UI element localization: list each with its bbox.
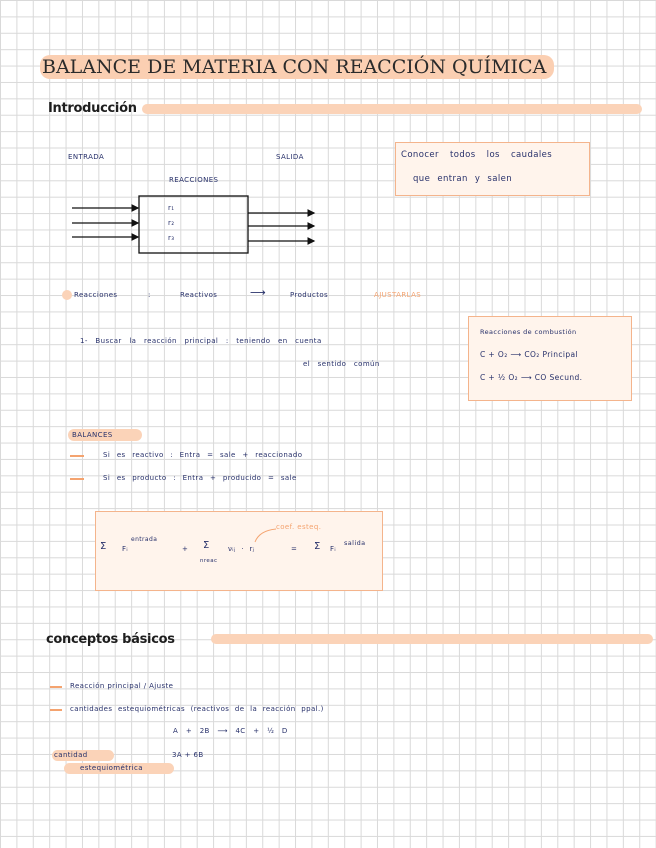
- conceptos-equation: A + 2B ⟶ 4C + ½ D: [173, 727, 288, 735]
- coef-arrow: [252, 526, 278, 546]
- salida-label: SALIDA: [276, 153, 304, 161]
- step1-line1: 1- Buscar la reacción principal : teniendo en cuenta: [80, 337, 322, 345]
- r3-label: r₃: [168, 234, 175, 242]
- caudales-note-line1: Conocer todos los caudales: [401, 150, 553, 160]
- formula-sup1: entrada: [131, 536, 158, 543]
- formula-f3: Fᵢ: [330, 545, 337, 553]
- reacciones-label: REACCIONES: [169, 176, 219, 184]
- formula-sub2: nreac: [200, 558, 218, 564]
- conceptos-item2: cantidades estequiométricas (reactivos de la reacción ppal.): [70, 705, 324, 713]
- formula-f1: Fᵢ: [122, 545, 129, 553]
- balances-label: BALANCES: [72, 431, 113, 439]
- r1-label: r₁: [168, 204, 175, 212]
- conceptos-dash-2: [50, 709, 62, 711]
- reactions-arrow: ⟶: [250, 286, 267, 299]
- reactions-ajustarlas: AJUSTARLAS: [374, 291, 422, 299]
- formula-plus: +: [182, 545, 189, 553]
- step1-line2: el sentido común: [303, 360, 380, 368]
- formula-sum2: Σ: [203, 540, 210, 551]
- entrada-label: ENTRADA: [68, 153, 105, 161]
- reactions-bullet: [62, 290, 72, 300]
- balances-line1: Si es reactivo : Entra = sale + reaccionado: [103, 451, 303, 459]
- reactions-left: Reacciones: [74, 291, 118, 299]
- page-title: BALANCE DE MATERIA CON REACCIÓN QUÍMICA: [40, 55, 554, 79]
- cantidad-label1: cantidad: [54, 751, 88, 759]
- cantidad-label2: estequiométrica: [80, 764, 143, 772]
- process-diagram: [68, 190, 328, 260]
- combustion-header: Reacciones de combustión: [480, 328, 577, 336]
- reactor-box: [139, 196, 248, 253]
- balances-dash-2: [70, 478, 84, 480]
- cantidad-value: 3A + 6B: [172, 751, 204, 759]
- conceptos-heading-bar: [211, 634, 653, 644]
- intro-heading: Introducción: [48, 101, 137, 116]
- combustion-row1: C + O₂ ⟶ CO₂ Principal: [480, 350, 579, 359]
- conceptos-dash-1: [50, 686, 62, 688]
- formula-sum3: Σ: [314, 541, 321, 552]
- balances-dash-1: [70, 455, 84, 457]
- formula-sum1: Σ: [100, 541, 107, 552]
- caudales-note-line2: que entran y salen: [413, 174, 513, 184]
- coef-esteq-label: coef. esteq.: [276, 523, 322, 531]
- balances-line2: Si es producto : Entra + producido = sale: [103, 474, 297, 482]
- reactions-reactivos: Reactivos: [180, 291, 218, 299]
- formula-mid: νᵢⱼ · rⱼ: [228, 545, 255, 553]
- combustion-row2: C + ½ O₂ ⟶ CO Secund.: [480, 373, 583, 382]
- conceptos-item1: Reacción principal / Ajuste: [70, 682, 174, 690]
- formula-eq: =: [291, 545, 298, 553]
- r2-label: r₂: [168, 219, 175, 227]
- reactions-productos: Productos: [290, 291, 329, 299]
- conceptos-heading: conceptos básicos: [46, 632, 175, 647]
- intro-heading-bar: [142, 104, 642, 114]
- formula-sup3: salida: [344, 539, 366, 547]
- reactions-colon: :: [148, 291, 151, 299]
